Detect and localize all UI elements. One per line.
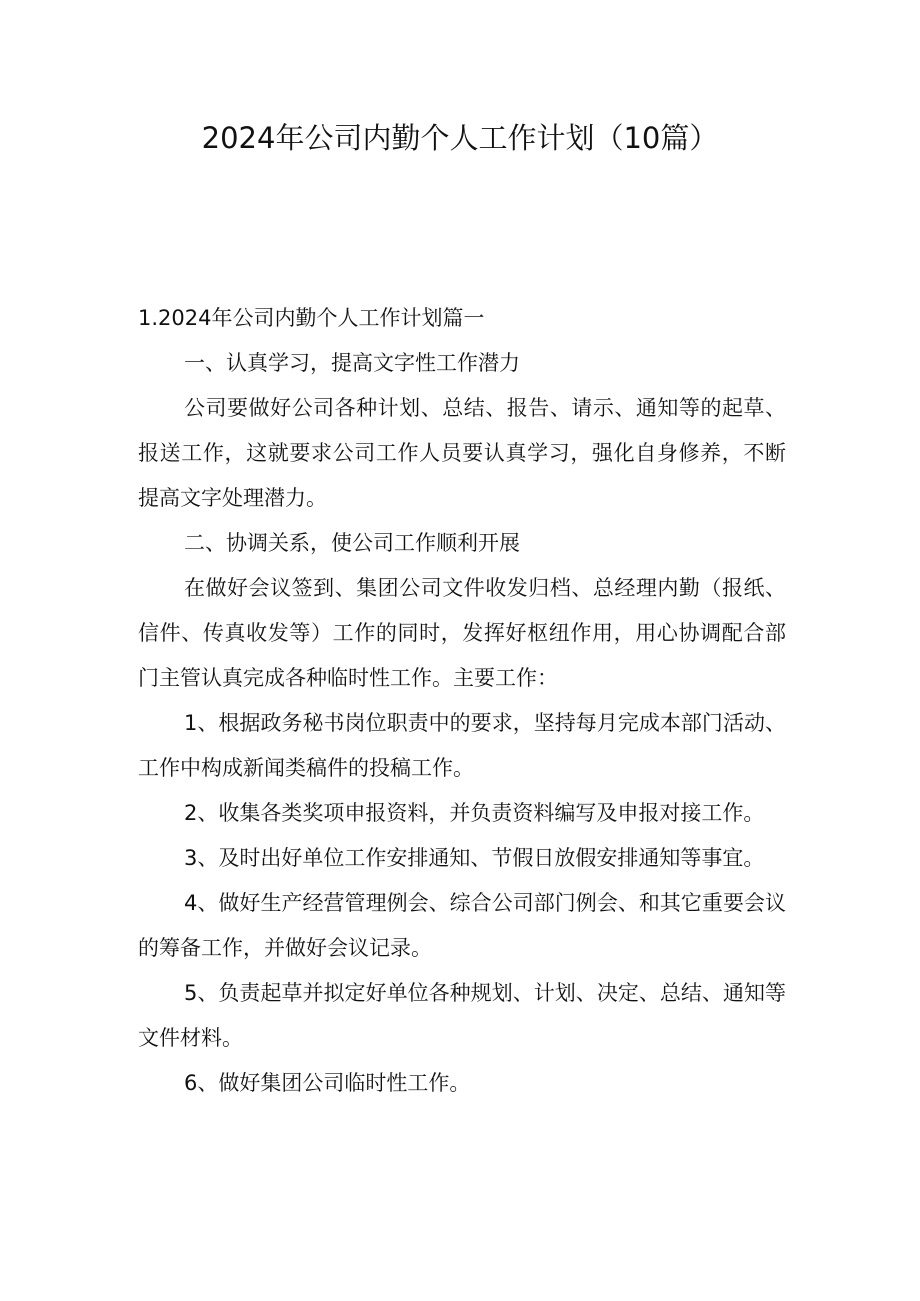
paragraph-coordination: 在做好会议签到、集团公司文件收发归档、总经理内勤（报纸、信件、传真收发等）工作的同时，发挥好枢纽作用，用心协调配合部门主管认真完成各种临时性工作。主要工作： [138, 576, 786, 690]
document-body [138, 296, 786, 1106]
heading-coordination: 二、协调关系，使公司工作顺利开展 [184, 531, 520, 555]
heading-study: 一、认真学习，提高文字性工作潜力 [184, 351, 520, 375]
list-item-6: 6、做好集团公司临时性工作。 [184, 1071, 471, 1095]
list-item-5: 5、负责起草并拟定好单位各种规划、计划、决定、总结、通知等文件材料。 [138, 981, 786, 1050]
list-item-2: 2、收集各类奖项申报资料，并负责资料编写及申报对接工作。 [184, 801, 765, 825]
list-item-4: 4、做好生产经营管理例会、综合公司部门例会、和其它重要会议的筹备工作，并做好会议记录。 [138, 891, 786, 960]
paragraph-study: 公司要做好公司各种计划、总结、报告、请示、通知等的起草、报送工作，这就要求公司工作人员要认真学习，强化自身修养，不断提高文字处理潜力。 [138, 396, 786, 510]
list-item-3: 3、及时出好单位工作安排通知、节假日放假安排通知等事宜。 [184, 846, 765, 870]
document-title: 2024年公司内勤个人工作计划（10篇） [201, 121, 719, 155]
section-title: 1.2024年公司内勤个人工作计划篇一 [138, 306, 485, 330]
list-item-1: 1、根据政务秘书岗位职责中的要求，坚持每月完成本部门活动、工作中构成新闻类稿件的投稿工作。 [138, 711, 786, 780]
